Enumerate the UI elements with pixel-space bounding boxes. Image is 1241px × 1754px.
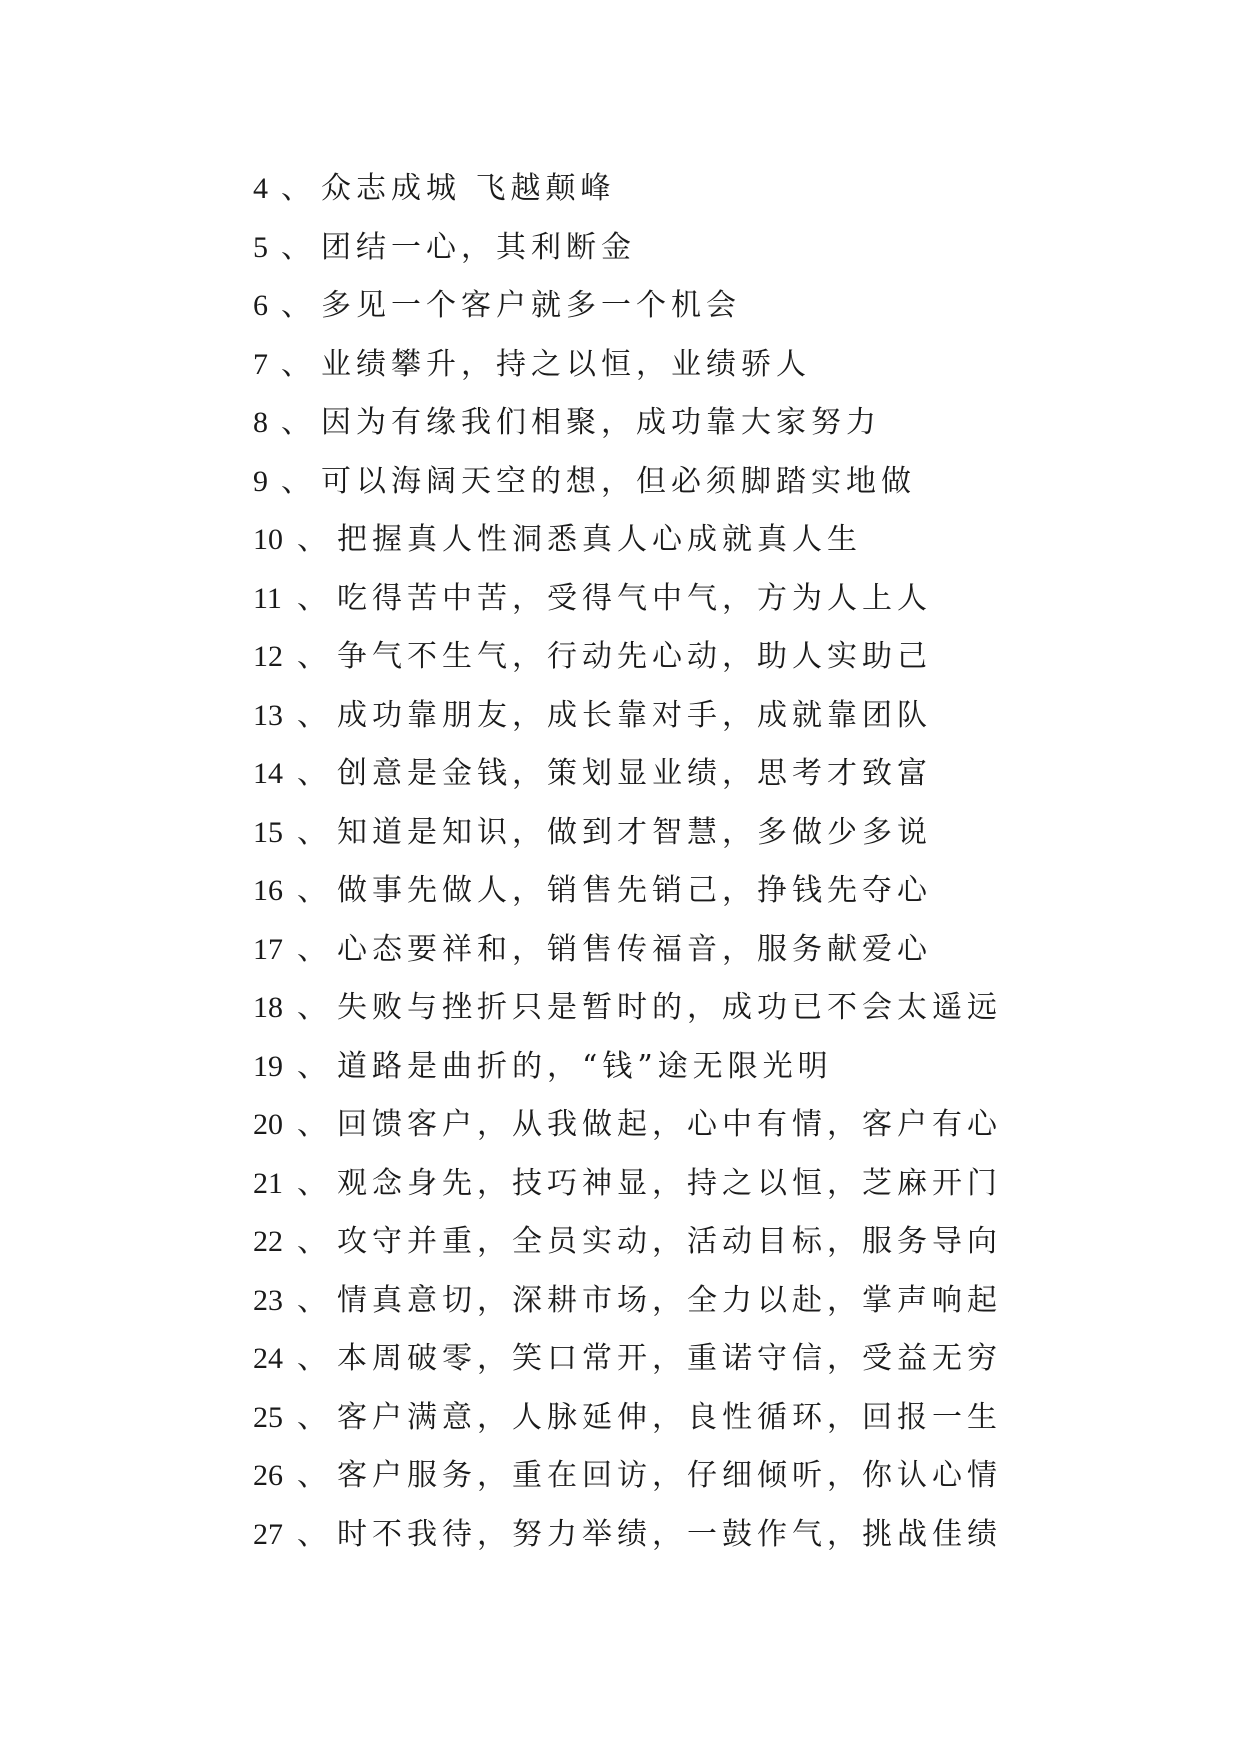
- list-item: [253, 1389, 1002, 1448]
- item-text: 创意是金钱，策划显业绩，思考才致富: [337, 756, 932, 791]
- list-item: [253, 394, 1002, 453]
- item-separator: 、: [281, 171, 311, 206]
- item-separator: 、: [281, 346, 311, 382]
- item-number: 21: [253, 1166, 283, 1200]
- list-item: [253, 219, 1002, 278]
- list-item: [253, 1213, 1002, 1272]
- list-item: [253, 570, 1002, 629]
- item-number: 20: [253, 1108, 283, 1141]
- item-number: 27: [253, 1517, 283, 1551]
- item-text: 失败与挫折只是暂时的，成功已不会太遥远: [337, 990, 1002, 1025]
- item-separator: 、: [297, 639, 327, 674]
- item-separator: 、: [297, 1516, 327, 1552]
- item-text: 攻守并重，全员实动，活动目标，服务导向: [337, 1224, 1002, 1259]
- item-number: 15: [253, 815, 283, 849]
- item-number: 26: [253, 1459, 283, 1492]
- item-text: 客户服务，重在回访，仔细倾听，你认心情: [337, 1458, 1002, 1493]
- list-item: [253, 1330, 1002, 1389]
- item-text: 因为有缘我们相聚，成功靠大家努力: [321, 405, 881, 440]
- item-text: 时不我待，努力举绩，一鼓作气，挑战佳绩: [337, 1516, 1002, 1552]
- list-item: [253, 160, 1002, 219]
- item-separator: 、: [281, 229, 311, 265]
- item-separator: 、: [297, 1341, 327, 1376]
- list-item: [253, 1272, 1002, 1331]
- list-item: [253, 979, 1002, 1038]
- item-text: 情真意切，深耕市场，全力以赴，掌声响起: [337, 1282, 1002, 1318]
- item-text: 多见一个客户就多一个机会: [321, 288, 741, 323]
- list-item: [253, 628, 1002, 687]
- item-separator: 、: [297, 697, 327, 733]
- item-number: 16: [253, 874, 283, 907]
- item-number: 23: [253, 1283, 283, 1317]
- item-separator: 、: [281, 288, 311, 323]
- item-text: 本周破零，笑口常开，重诺守信，受益无穷: [337, 1341, 1002, 1376]
- item-separator: 、: [297, 1399, 327, 1435]
- item-text: 客户满意，人脉延伸，良性循环，回报一生: [337, 1399, 1002, 1435]
- list-item: [253, 804, 1002, 863]
- item-separator: 、: [297, 1458, 327, 1493]
- list-item: [253, 687, 1002, 746]
- item-text: 道路是曲折的，“钱”途无限光明: [337, 1048, 833, 1084]
- slogan-list: [253, 160, 1002, 1564]
- item-separator: 、: [297, 756, 327, 791]
- item-separator: 、: [297, 1107, 327, 1142]
- item-separator: 、: [297, 580, 327, 616]
- list-item: [253, 1506, 1002, 1565]
- item-separator: 、: [297, 814, 327, 850]
- list-item: [253, 1096, 1002, 1155]
- item-number: 5: [253, 230, 268, 264]
- item-number: 11: [253, 581, 282, 615]
- item-separator: 、: [297, 1224, 327, 1259]
- list-item: [253, 862, 1002, 921]
- item-number: 22: [253, 1225, 283, 1258]
- item-text: 成功靠朋友，成长靠对手，成就靠团队: [337, 697, 932, 733]
- item-number: 9: [253, 464, 268, 498]
- item-text: 把握真人性洞悉真人心成就真人生: [337, 522, 862, 557]
- item-number: 7: [253, 347, 268, 381]
- item-separator: 、: [297, 990, 327, 1025]
- item-text: 做事先做人，销售先销己，挣钱先夺心: [337, 873, 932, 908]
- item-number: 14: [253, 757, 283, 790]
- item-text: 回馈客户，从我做起，心中有情，客户有心: [337, 1107, 1002, 1142]
- item-number: 10: [253, 523, 283, 556]
- item-separator: 、: [281, 405, 311, 440]
- item-number: 17: [253, 932, 283, 966]
- item-number: 18: [253, 991, 283, 1024]
- item-number: 25: [253, 1400, 283, 1434]
- list-item: [253, 1155, 1002, 1214]
- list-item: [253, 1038, 1002, 1097]
- item-text: 知道是知识，做到才智慧，多做少多说: [337, 814, 932, 850]
- item-number: 8: [253, 406, 268, 439]
- item-separator: 、: [297, 522, 327, 557]
- item-text: 众志成城 飞越颠峰: [321, 171, 616, 206]
- item-text: 争气不生气，行动先心动，助人实助己: [337, 639, 932, 674]
- list-item: [253, 1447, 1002, 1506]
- item-separator: 、: [297, 1165, 327, 1201]
- item-separator: 、: [297, 931, 327, 967]
- item-separator: 、: [297, 873, 327, 908]
- list-item: [253, 745, 1002, 804]
- item-text: 吃得苦中苦，受得气中气，方为人上人: [337, 580, 932, 616]
- list-item: [253, 277, 1002, 336]
- item-number: 12: [253, 640, 283, 673]
- item-text: 观念身先，技巧神显，持之以恒，芝麻开门: [337, 1165, 1002, 1201]
- item-separator: 、: [297, 1282, 327, 1318]
- item-number: 13: [253, 698, 283, 732]
- item-number: 4: [253, 172, 268, 205]
- list-item: [253, 336, 1002, 395]
- list-item: [253, 921, 1002, 980]
- item-text: 可以海阔天空的想，但必须脚踏实地做: [321, 463, 916, 499]
- item-number: 19: [253, 1049, 283, 1083]
- item-text: 心态要祥和，销售传福音，服务献爱心: [337, 931, 932, 967]
- item-text: 团结一心，其利断金: [321, 229, 636, 265]
- item-number: 24: [253, 1342, 283, 1375]
- list-item: [253, 511, 1002, 570]
- item-separator: 、: [281, 463, 311, 499]
- item-separator: 、: [297, 1048, 327, 1084]
- list-item: [253, 453, 1002, 512]
- item-text: 业绩攀升，持之以恒，业绩骄人: [321, 346, 811, 382]
- item-number: 6: [253, 289, 268, 322]
